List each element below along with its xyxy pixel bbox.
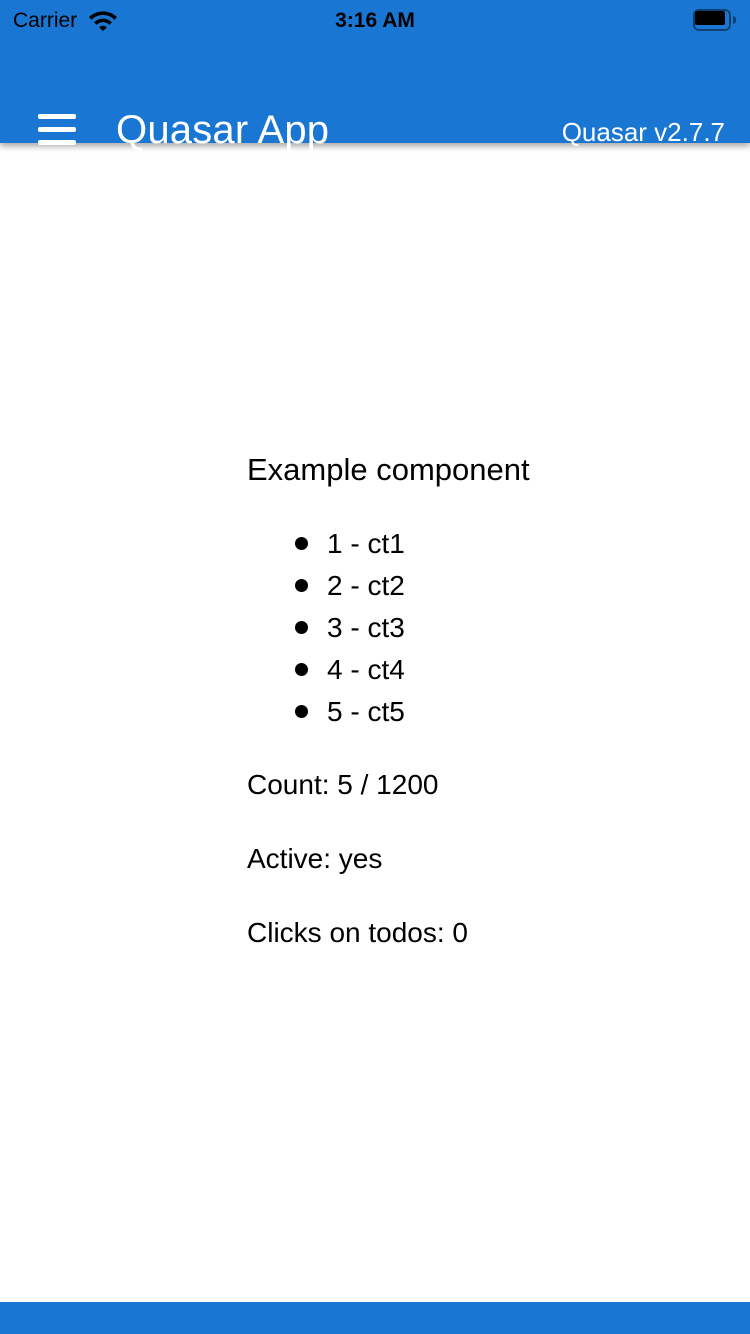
todo-item[interactable]: 3 - ct3 [247, 607, 405, 649]
footer-bar [0, 1302, 750, 1334]
hamburger-menu-icon[interactable] [38, 114, 76, 145]
status-bar [0, 0, 750, 40]
todo-item[interactable]: 1 - ct1 [247, 523, 405, 565]
toolbar [0, 40, 750, 152]
battery-icon [693, 9, 737, 31]
todo-item[interactable]: 4 - ct4 [247, 649, 405, 691]
carrier-label: Carrier [13, 9, 78, 32]
todo-item[interactable]: 2 - ct2 [247, 565, 405, 607]
todo-list [247, 523, 405, 733]
todo-item[interactable]: 5 - ct5 [247, 691, 405, 733]
clock-label: 3:16 AM [335, 9, 415, 32]
app-header [0, 0, 750, 152]
app-title: Quasar App [116, 108, 330, 152]
app-version-label: Quasar v2.7.7 [561, 117, 725, 147]
count-label: Count: 5 / 1200 [247, 769, 439, 800]
clicks-label: Clicks on todos: 0 [247, 917, 468, 948]
example-component-heading: Example component [247, 452, 530, 487]
page-content [0, 143, 750, 1302]
active-label: Active: yes [247, 843, 383, 874]
